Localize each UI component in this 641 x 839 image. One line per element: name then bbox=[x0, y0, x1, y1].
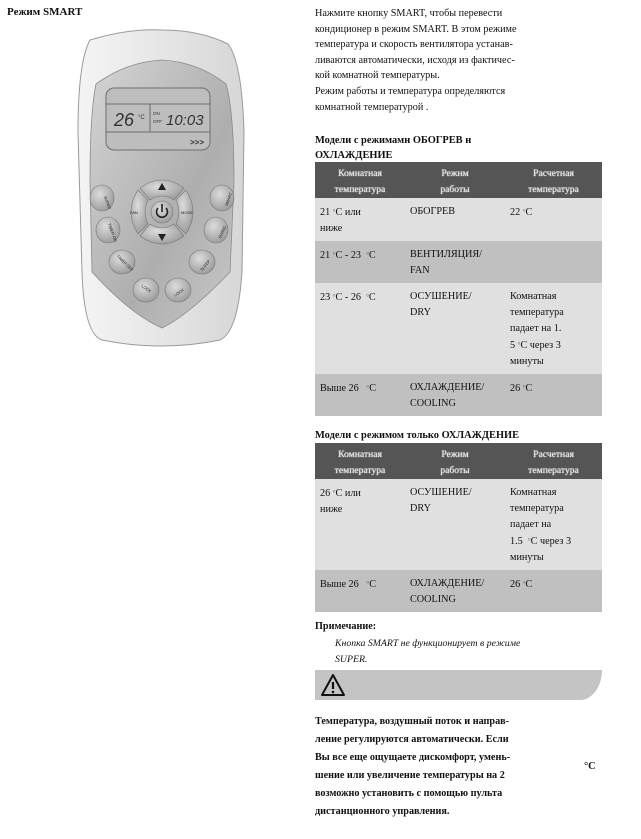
svg-text:FAN: FAN bbox=[130, 210, 138, 215]
cell-room-temp: 23 °C - 26 °C bbox=[315, 283, 405, 374]
col-header-mode: Режим работы bbox=[405, 443, 505, 479]
cell-mode: ВЕНТИЛЯЦИЯ/ FAN bbox=[405, 241, 505, 283]
intro-line: температура и скорость вентилятора устанав- bbox=[315, 39, 513, 51]
note-text bbox=[335, 636, 555, 667]
cell-target-temp: 26 °C bbox=[505, 374, 602, 416]
cell-target-temp: 22 °C bbox=[505, 198, 602, 241]
note-label: Примечание: bbox=[315, 621, 377, 632]
col-header-mode: Режнм работы bbox=[405, 162, 505, 198]
section1-title bbox=[315, 133, 555, 163]
cell-room-temp: 21 °C или ниже bbox=[315, 198, 405, 241]
cell-mode: ОХЛАЖДЕНИЕ/ COOLING bbox=[405, 374, 505, 416]
note-text-line: Кнопка SMART не функционирует в режиме bbox=[335, 638, 521, 649]
cell-mode: ОБОГРЕВ bbox=[405, 198, 505, 241]
svg-text:SLEEP: SLEEP bbox=[199, 258, 212, 272]
lcd-time: 10:03 bbox=[166, 112, 204, 129]
lcd-temp: 26 bbox=[114, 110, 135, 130]
section1-title-line: ОХЛАЖДЕНИЕ bbox=[315, 150, 393, 161]
super-button bbox=[90, 185, 114, 211]
svg-text:MODE: MODE bbox=[181, 210, 193, 215]
svg-text:LOCK: LOCK bbox=[173, 287, 185, 298]
cell-room-temp: 26 °C или ниже bbox=[315, 479, 405, 570]
intro-text bbox=[315, 6, 555, 115]
lock-button-right bbox=[165, 278, 191, 302]
remote-control-illustration bbox=[70, 22, 250, 352]
intro-line: Режим работы и температура определяются bbox=[315, 85, 506, 97]
table-row bbox=[315, 198, 602, 241]
smart-button bbox=[210, 185, 234, 211]
intro-line: ливаются автоматически, исходя из фактичес- bbox=[315, 54, 515, 66]
cell-room-temp: 21 °C - 23 °C bbox=[315, 241, 405, 283]
sleep-button bbox=[189, 250, 215, 274]
cell-target-temp: 26 °C bbox=[505, 570, 602, 612]
warning-line: ление регулируются автоматически. Если bbox=[315, 734, 509, 745]
table-header-row bbox=[315, 162, 602, 198]
cool-only-table bbox=[315, 443, 602, 612]
col-header-room-temp: Комнатная температура bbox=[315, 443, 405, 479]
page-title: Режим SMART bbox=[7, 6, 83, 18]
table-row bbox=[315, 241, 602, 283]
cell-mode: ОСУШЕНИЕ/ DRY bbox=[405, 479, 505, 570]
table-row bbox=[315, 479, 602, 570]
warning-bar bbox=[315, 670, 602, 700]
intro-line: комнатной температурой . bbox=[315, 101, 429, 113]
lcd-on: ON bbox=[153, 111, 160, 116]
table-row bbox=[315, 283, 602, 374]
lcd-temp-unit: °C bbox=[138, 115, 145, 121]
warning-triangle-icon bbox=[320, 673, 346, 697]
timer-off-button bbox=[109, 250, 135, 274]
cell-mode: ОХЛАЖДЕНИЕ/ COOLING bbox=[405, 570, 505, 612]
col-header-target-temp: Расчетная температура bbox=[505, 443, 602, 479]
intro-line: кондиционер в режим SMART. В этом режиме bbox=[315, 23, 517, 35]
intro-line: кой комнатной температуры. bbox=[315, 70, 440, 82]
svg-text:SUPER: SUPER bbox=[102, 195, 113, 210]
svg-text:TIMER ON: TIMER ON bbox=[106, 222, 119, 243]
table-row bbox=[315, 374, 602, 416]
swing-button bbox=[204, 217, 228, 243]
col-header-room-temp: Комнатная температура bbox=[315, 162, 405, 198]
heat-cool-table bbox=[315, 162, 602, 416]
warning-text bbox=[315, 713, 535, 821]
cell-target-temp bbox=[505, 241, 602, 283]
section2-title: Модели с режимом только ОХЛАЖДЕНИЕ bbox=[315, 430, 520, 441]
lcd-fan-indicator: >>> bbox=[190, 138, 205, 147]
warning-unit: °C bbox=[584, 761, 596, 772]
note-text-line: SUPER. bbox=[335, 653, 368, 665]
warning-line: Вы все еще ощущаете дискомфорт, умень- bbox=[315, 752, 511, 763]
table-header-row bbox=[315, 443, 602, 479]
svg-text:LOCK: LOCK bbox=[140, 283, 153, 294]
cell-room-temp: Выше 26 °C bbox=[315, 374, 405, 416]
col-header-target-temp: Расчетная температура bbox=[505, 162, 602, 198]
lock-button-left bbox=[133, 278, 159, 302]
timer-on-button bbox=[96, 217, 120, 243]
cell-target-temp: Комнатная температура падает на 1.5 °C через 3 минуты bbox=[505, 479, 602, 570]
svg-text:SMART: SMART bbox=[223, 191, 234, 207]
lcd-off: OFF bbox=[153, 119, 162, 124]
intro-line: Нажмите кнопку SMART, чтобы перевести bbox=[315, 8, 503, 19]
warning-line: дистанционного управления. bbox=[315, 806, 450, 817]
svg-text:TIMER OFF: TIMER OFF bbox=[115, 253, 135, 273]
warning-line: шение или увеличение температуры на 2 bbox=[315, 770, 505, 781]
svg-text:SWING: SWING bbox=[217, 224, 228, 240]
warning-line: Температура, воздушный поток и направ- bbox=[315, 716, 510, 727]
cell-target-temp: Комнатная температура падает на 1. 5 °C через 3 минуты bbox=[505, 283, 602, 374]
cell-mode: ОСУШЕНИЕ/ DRY bbox=[405, 283, 505, 374]
warning-line: возможно установить с помощью пульта bbox=[315, 788, 503, 799]
table-row bbox=[315, 570, 602, 612]
section1-title-line: Модели с режимамн ОБОГРЕВ н bbox=[315, 135, 472, 146]
cell-room-temp: Выше 26 °C bbox=[315, 570, 405, 612]
